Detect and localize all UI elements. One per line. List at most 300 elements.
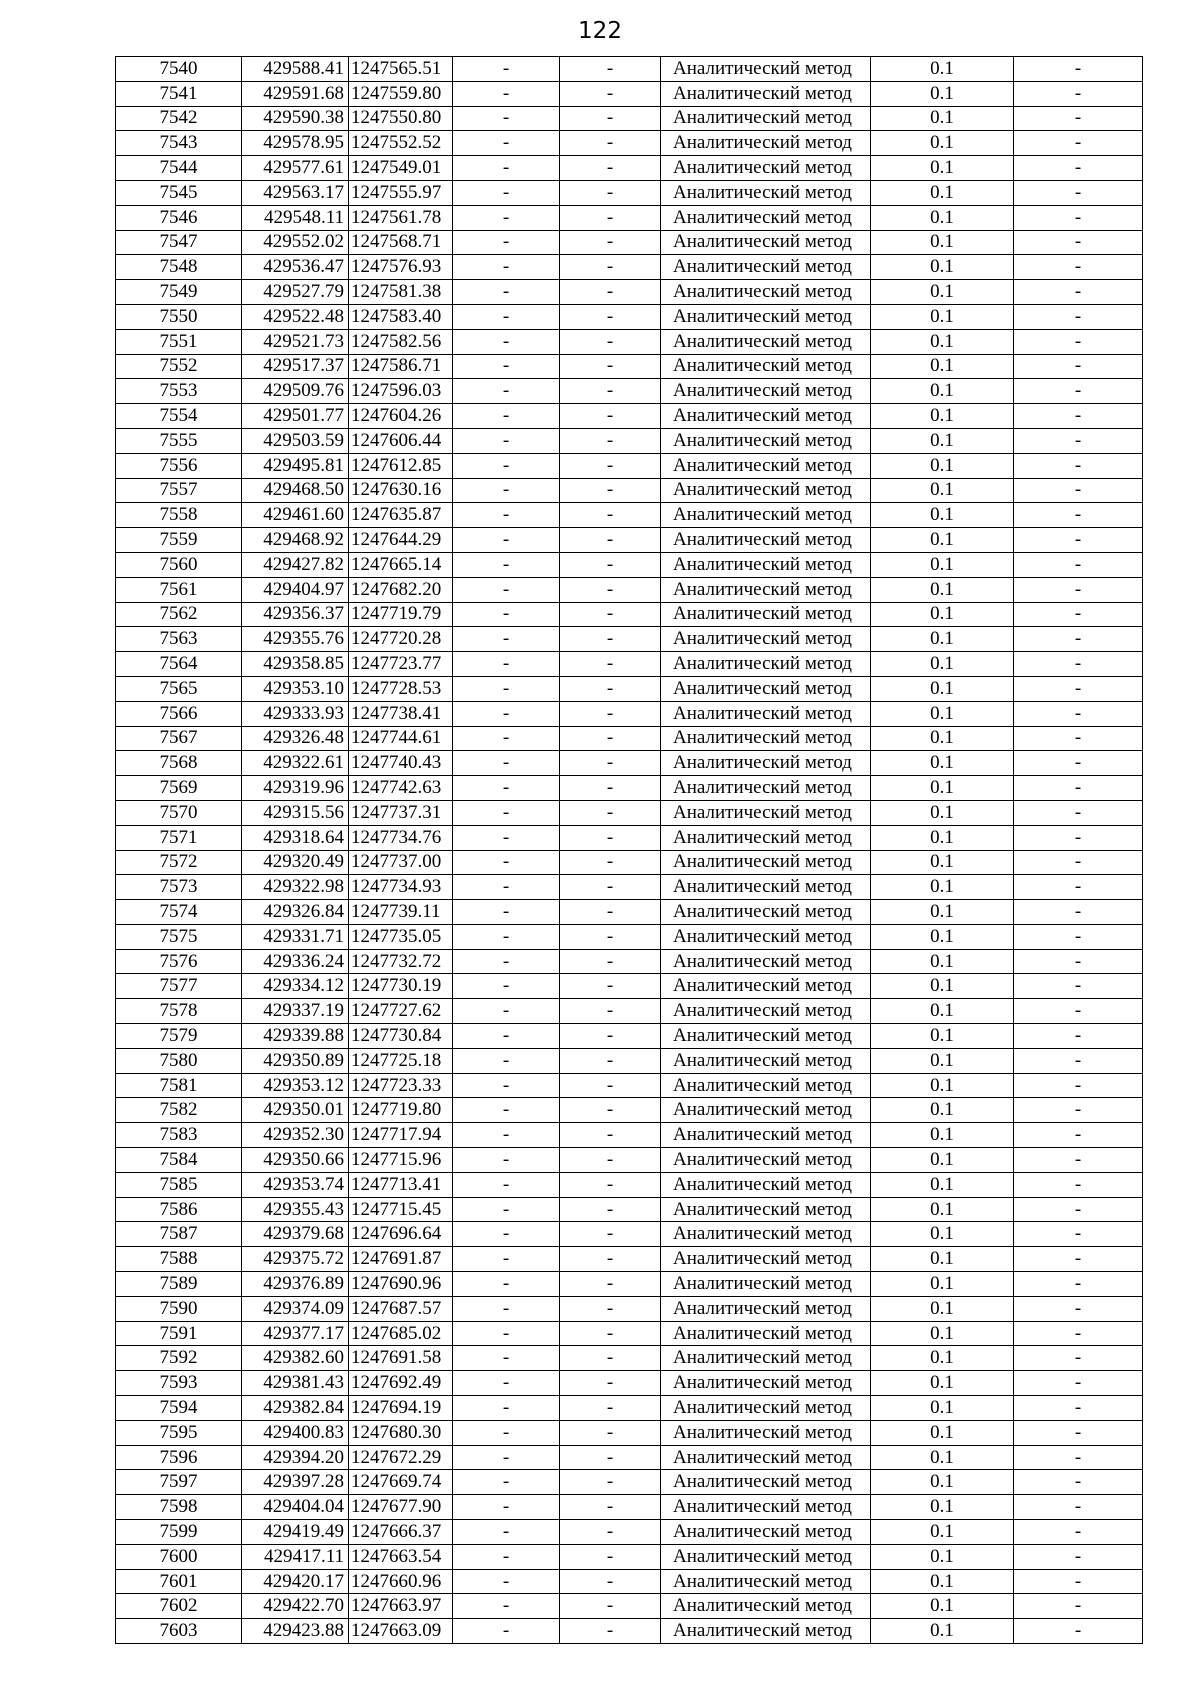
- method-cell: Аналитический метод: [661, 255, 871, 280]
- method-cell: Аналитический метод: [661, 156, 871, 181]
- accuracy-cell: 0.1: [871, 1247, 1014, 1272]
- x-coordinate-cell: 429552.02: [242, 230, 349, 255]
- method-cell: Аналитический метод: [661, 453, 871, 478]
- dash-cell: -: [1014, 1172, 1143, 1197]
- table-row: [116, 602, 1143, 627]
- point-number-cell: 7580: [116, 1048, 242, 1073]
- x-coordinate-cell: 429495.81: [242, 453, 349, 478]
- dash-cell: -: [453, 676, 560, 701]
- point-number-cell: 7601: [116, 1569, 242, 1594]
- method-cell: Аналитический метод: [661, 404, 871, 429]
- dash-cell: -: [560, 1495, 661, 1520]
- dash-cell: -: [560, 354, 661, 379]
- dash-cell: -: [453, 230, 560, 255]
- dash-cell: -: [1014, 900, 1143, 925]
- dash-cell: -: [1014, 776, 1143, 801]
- table-row: [116, 205, 1143, 230]
- dash-cell: -: [453, 180, 560, 205]
- point-number-cell: 7584: [116, 1148, 242, 1173]
- x-coordinate-cell: 429326.84: [242, 900, 349, 925]
- table-row: [116, 776, 1143, 801]
- method-cell: Аналитический метод: [661, 1371, 871, 1396]
- y-coordinate-cell: 1247583.40: [349, 304, 453, 329]
- dash-cell: -: [1014, 379, 1143, 404]
- dash-cell: -: [1014, 1346, 1143, 1371]
- table-row: [116, 800, 1143, 825]
- dash-cell: -: [560, 1544, 661, 1569]
- accuracy-cell: 0.1: [871, 1346, 1014, 1371]
- accuracy-cell: 0.1: [871, 1420, 1014, 1445]
- dash-cell: -: [453, 1495, 560, 1520]
- point-number-cell: 7567: [116, 726, 242, 751]
- dash-cell: -: [453, 974, 560, 999]
- dash-cell: -: [1014, 404, 1143, 429]
- dash-cell: -: [560, 1148, 661, 1173]
- dash-cell: -: [453, 1197, 560, 1222]
- accuracy-cell: 0.1: [871, 552, 1014, 577]
- dash-cell: -: [453, 379, 560, 404]
- table-row: [116, 180, 1143, 205]
- dash-cell: -: [560, 1098, 661, 1123]
- point-number-cell: 7570: [116, 800, 242, 825]
- y-coordinate-cell: 1247692.49: [349, 1371, 453, 1396]
- method-cell: Аналитический метод: [661, 875, 871, 900]
- table-row: [116, 1222, 1143, 1247]
- table-row: [116, 1272, 1143, 1297]
- point-number-cell: 7568: [116, 751, 242, 776]
- table-row: [116, 453, 1143, 478]
- y-coordinate-cell: 1247665.14: [349, 552, 453, 577]
- dash-cell: -: [1014, 577, 1143, 602]
- accuracy-cell: 0.1: [871, 825, 1014, 850]
- dash-cell: -: [560, 1123, 661, 1148]
- method-cell: Аналитический метод: [661, 304, 871, 329]
- x-coordinate-cell: 429318.64: [242, 825, 349, 850]
- dash-cell: -: [453, 404, 560, 429]
- y-coordinate-cell: 1247691.58: [349, 1346, 453, 1371]
- dash-cell: -: [560, 825, 661, 850]
- point-number-cell: 7552: [116, 354, 242, 379]
- dash-cell: -: [560, 924, 661, 949]
- dash-cell: -: [560, 751, 661, 776]
- dash-cell: -: [560, 1396, 661, 1421]
- method-cell: Аналитический метод: [661, 1123, 871, 1148]
- dash-cell: -: [453, 924, 560, 949]
- method-cell: Аналитический метод: [661, 428, 871, 453]
- method-cell: Аналитический метод: [661, 825, 871, 850]
- method-cell: Аналитический метод: [661, 900, 871, 925]
- point-number-cell: 7571: [116, 825, 242, 850]
- point-number-cell: 7573: [116, 875, 242, 900]
- dash-cell: -: [1014, 676, 1143, 701]
- method-cell: Аналитический метод: [661, 1272, 871, 1297]
- y-coordinate-cell: 1247737.31: [349, 800, 453, 825]
- point-number-cell: 7541: [116, 81, 242, 106]
- accuracy-cell: 0.1: [871, 478, 1014, 503]
- y-coordinate-cell: 1247690.96: [349, 1272, 453, 1297]
- method-cell: Аналитический метод: [661, 478, 871, 503]
- dash-cell: -: [453, 1048, 560, 1073]
- point-number-cell: 7602: [116, 1594, 242, 1619]
- dash-cell: -: [453, 1520, 560, 1545]
- dash-cell: -: [560, 577, 661, 602]
- x-coordinate-cell: 429578.95: [242, 131, 349, 156]
- point-number-cell: 7544: [116, 156, 242, 181]
- y-coordinate-cell: 1247735.05: [349, 924, 453, 949]
- point-number-cell: 7542: [116, 106, 242, 131]
- table-row: [116, 428, 1143, 453]
- dash-cell: -: [453, 1594, 560, 1619]
- dash-cell: -: [1014, 354, 1143, 379]
- x-coordinate-cell: 429334.12: [242, 974, 349, 999]
- x-coordinate-cell: 429322.61: [242, 751, 349, 776]
- table-row: [116, 1321, 1143, 1346]
- accuracy-cell: 0.1: [871, 453, 1014, 478]
- y-coordinate-cell: 1247604.26: [349, 404, 453, 429]
- dash-cell: -: [560, 1048, 661, 1073]
- dash-cell: -: [453, 949, 560, 974]
- point-number-cell: 7598: [116, 1495, 242, 1520]
- y-coordinate-cell: 1247606.44: [349, 428, 453, 453]
- table-row: [116, 1594, 1143, 1619]
- method-cell: Аналитический метод: [661, 1569, 871, 1594]
- dash-cell: -: [560, 1172, 661, 1197]
- x-coordinate-cell: 429394.20: [242, 1445, 349, 1470]
- dash-cell: -: [560, 1470, 661, 1495]
- y-coordinate-cell: 1247719.80: [349, 1098, 453, 1123]
- point-number-cell: 7563: [116, 627, 242, 652]
- table-row: [116, 974, 1143, 999]
- point-number-cell: 7543: [116, 131, 242, 156]
- x-coordinate-cell: 429322.98: [242, 875, 349, 900]
- dash-cell: -: [453, 726, 560, 751]
- accuracy-cell: 0.1: [871, 1073, 1014, 1098]
- dash-cell: -: [453, 354, 560, 379]
- method-cell: Аналитический метод: [661, 1470, 871, 1495]
- y-coordinate-cell: 1247552.52: [349, 131, 453, 156]
- point-number-cell: 7572: [116, 850, 242, 875]
- dash-cell: -: [560, 131, 661, 156]
- dash-cell: -: [560, 304, 661, 329]
- y-coordinate-cell: 1247730.84: [349, 1024, 453, 1049]
- y-coordinate-cell: 1247565.51: [349, 57, 453, 82]
- point-number-cell: 7560: [116, 552, 242, 577]
- dash-cell: -: [1014, 552, 1143, 577]
- point-number-cell: 7551: [116, 329, 242, 354]
- dash-cell: -: [1014, 1420, 1143, 1445]
- point-number-cell: 7587: [116, 1222, 242, 1247]
- table-row: [116, 676, 1143, 701]
- point-number-cell: 7589: [116, 1272, 242, 1297]
- dash-cell: -: [560, 602, 661, 627]
- method-cell: Аналитический метод: [661, 776, 871, 801]
- dash-cell: -: [1014, 329, 1143, 354]
- accuracy-cell: 0.1: [871, 57, 1014, 82]
- dash-cell: -: [560, 478, 661, 503]
- table-row: [116, 924, 1143, 949]
- dash-cell: -: [453, 1371, 560, 1396]
- table-row: [116, 57, 1143, 82]
- method-cell: Аналитический метод: [661, 701, 871, 726]
- table-row: [116, 404, 1143, 429]
- dash-cell: -: [453, 255, 560, 280]
- table-row: [116, 1024, 1143, 1049]
- y-coordinate-cell: 1247685.02: [349, 1321, 453, 1346]
- dash-cell: -: [1014, 131, 1143, 156]
- table-row: [116, 1371, 1143, 1396]
- x-coordinate-cell: 429417.11: [242, 1544, 349, 1569]
- method-cell: Аналитический метод: [661, 1148, 871, 1173]
- x-coordinate-cell: 429590.38: [242, 106, 349, 131]
- table-row: [116, 627, 1143, 652]
- x-coordinate-cell: 429423.88: [242, 1619, 349, 1644]
- dash-cell: -: [453, 1098, 560, 1123]
- table-row: [116, 1346, 1143, 1371]
- x-coordinate-cell: 429376.89: [242, 1272, 349, 1297]
- dash-cell: -: [1014, 850, 1143, 875]
- dash-cell: -: [453, 1024, 560, 1049]
- accuracy-cell: 0.1: [871, 1123, 1014, 1148]
- dash-cell: -: [453, 329, 560, 354]
- table-row: [116, 1420, 1143, 1445]
- point-number-cell: 7578: [116, 999, 242, 1024]
- y-coordinate-cell: 1247561.78: [349, 205, 453, 230]
- dash-cell: -: [1014, 701, 1143, 726]
- y-coordinate-cell: 1247682.20: [349, 577, 453, 602]
- dash-cell: -: [560, 428, 661, 453]
- table-row: [116, 106, 1143, 131]
- dash-cell: -: [453, 1321, 560, 1346]
- accuracy-cell: 0.1: [871, 676, 1014, 701]
- point-number-cell: 7579: [116, 1024, 242, 1049]
- coordinates-table-body: [116, 57, 1143, 1644]
- x-coordinate-cell: 429350.89: [242, 1048, 349, 1073]
- dash-cell: -: [560, 900, 661, 925]
- x-coordinate-cell: 429356.37: [242, 602, 349, 627]
- accuracy-cell: 0.1: [871, 627, 1014, 652]
- table-row: [116, 503, 1143, 528]
- dash-cell: -: [560, 1272, 661, 1297]
- dash-cell: -: [453, 825, 560, 850]
- y-coordinate-cell: 1247717.94: [349, 1123, 453, 1148]
- accuracy-cell: 0.1: [871, 404, 1014, 429]
- table-row: [116, 329, 1143, 354]
- x-coordinate-cell: 429419.49: [242, 1520, 349, 1545]
- point-number-cell: 7547: [116, 230, 242, 255]
- dash-cell: -: [560, 800, 661, 825]
- x-coordinate-cell: 429501.77: [242, 404, 349, 429]
- dash-cell: -: [453, 81, 560, 106]
- method-cell: Аналитический метод: [661, 1346, 871, 1371]
- y-coordinate-cell: 1247582.56: [349, 329, 453, 354]
- method-cell: Аналитический метод: [661, 503, 871, 528]
- dash-cell: -: [1014, 1123, 1143, 1148]
- dash-cell: -: [453, 528, 560, 553]
- x-coordinate-cell: 429353.12: [242, 1073, 349, 1098]
- x-coordinate-cell: 429333.93: [242, 701, 349, 726]
- method-cell: Аналитический метод: [661, 106, 871, 131]
- dash-cell: -: [1014, 1321, 1143, 1346]
- y-coordinate-cell: 1247630.16: [349, 478, 453, 503]
- accuracy-cell: 0.1: [871, 701, 1014, 726]
- y-coordinate-cell: 1247734.76: [349, 825, 453, 850]
- table-row: [116, 1123, 1143, 1148]
- accuracy-cell: 0.1: [871, 428, 1014, 453]
- dash-cell: -: [1014, 652, 1143, 677]
- method-cell: Аналитический метод: [661, 552, 871, 577]
- x-coordinate-cell: 429404.97: [242, 577, 349, 602]
- y-coordinate-cell: 1247728.53: [349, 676, 453, 701]
- dash-cell: -: [560, 1420, 661, 1445]
- point-number-cell: 7591: [116, 1321, 242, 1346]
- table-row: [116, 1544, 1143, 1569]
- dash-cell: -: [1014, 999, 1143, 1024]
- point-number-cell: 7565: [116, 676, 242, 701]
- point-number-cell: 7596: [116, 1445, 242, 1470]
- dash-cell: -: [560, 453, 661, 478]
- y-coordinate-cell: 1247694.19: [349, 1396, 453, 1421]
- table-row: [116, 751, 1143, 776]
- table-row: [116, 1197, 1143, 1222]
- x-coordinate-cell: 429355.76: [242, 627, 349, 652]
- dash-cell: -: [453, 131, 560, 156]
- dash-cell: -: [1014, 304, 1143, 329]
- dash-cell: -: [560, 676, 661, 701]
- method-cell: Аналитический метод: [661, 949, 871, 974]
- accuracy-cell: 0.1: [871, 180, 1014, 205]
- x-coordinate-cell: 429468.92: [242, 528, 349, 553]
- table-row: [116, 255, 1143, 280]
- dash-cell: -: [453, 280, 560, 305]
- method-cell: Аналитический метод: [661, 1222, 871, 1247]
- dash-cell: -: [560, 1520, 661, 1545]
- dash-cell: -: [1014, 751, 1143, 776]
- method-cell: Аналитический метод: [661, 354, 871, 379]
- y-coordinate-cell: 1247596.03: [349, 379, 453, 404]
- dash-cell: -: [560, 1222, 661, 1247]
- dash-cell: -: [453, 453, 560, 478]
- method-cell: Аналитический метод: [661, 627, 871, 652]
- point-number-cell: 7585: [116, 1172, 242, 1197]
- method-cell: Аналитический метод: [661, 230, 871, 255]
- point-number-cell: 7549: [116, 280, 242, 305]
- point-number-cell: 7561: [116, 577, 242, 602]
- accuracy-cell: 0.1: [871, 1569, 1014, 1594]
- y-coordinate-cell: 1247723.77: [349, 652, 453, 677]
- y-coordinate-cell: 1247549.01: [349, 156, 453, 181]
- table-row: [116, 1445, 1143, 1470]
- x-coordinate-cell: 429400.83: [242, 1420, 349, 1445]
- accuracy-cell: 0.1: [871, 1619, 1014, 1644]
- method-cell: Аналитический метод: [661, 528, 871, 553]
- y-coordinate-cell: 1247687.57: [349, 1296, 453, 1321]
- dash-cell: -: [453, 503, 560, 528]
- x-coordinate-cell: 429382.60: [242, 1346, 349, 1371]
- method-cell: Аналитический метод: [661, 81, 871, 106]
- method-cell: Аналитический метод: [661, 652, 871, 677]
- point-number-cell: 7597: [116, 1470, 242, 1495]
- table-row: [116, 1619, 1143, 1644]
- dash-cell: -: [1014, 528, 1143, 553]
- x-coordinate-cell: 429397.28: [242, 1470, 349, 1495]
- page-number: 122: [578, 18, 622, 44]
- dash-cell: -: [453, 1296, 560, 1321]
- point-number-cell: 7550: [116, 304, 242, 329]
- dash-cell: -: [560, 999, 661, 1024]
- method-cell: Аналитический метод: [661, 974, 871, 999]
- dash-cell: -: [1014, 1445, 1143, 1470]
- dash-cell: -: [560, 1371, 661, 1396]
- dash-cell: -: [1014, 1024, 1143, 1049]
- dash-cell: -: [560, 776, 661, 801]
- dash-cell: -: [1014, 1247, 1143, 1272]
- accuracy-cell: 0.1: [871, 205, 1014, 230]
- x-coordinate-cell: 429404.04: [242, 1495, 349, 1520]
- y-coordinate-cell: 1247663.54: [349, 1544, 453, 1569]
- table-row: [116, 354, 1143, 379]
- dash-cell: -: [1014, 57, 1143, 82]
- dash-cell: -: [1014, 1371, 1143, 1396]
- y-coordinate-cell: 1247738.41: [349, 701, 453, 726]
- point-number-cell: 7545: [116, 180, 242, 205]
- dash-cell: -: [453, 751, 560, 776]
- y-coordinate-cell: 1247576.93: [349, 255, 453, 280]
- accuracy-cell: 0.1: [871, 1594, 1014, 1619]
- method-cell: Аналитический метод: [661, 57, 871, 82]
- dash-cell: -: [453, 999, 560, 1024]
- dash-cell: -: [453, 57, 560, 82]
- dash-cell: -: [453, 1247, 560, 1272]
- dash-cell: -: [453, 1272, 560, 1297]
- point-number-cell: 7599: [116, 1520, 242, 1545]
- dash-cell: -: [560, 404, 661, 429]
- dash-cell: -: [453, 428, 560, 453]
- y-coordinate-cell: 1247663.09: [349, 1619, 453, 1644]
- y-coordinate-cell: 1247719.79: [349, 602, 453, 627]
- accuracy-cell: 0.1: [871, 1148, 1014, 1173]
- table-row: [116, 1247, 1143, 1272]
- dash-cell: -: [1014, 1619, 1143, 1644]
- method-cell: Аналитический метод: [661, 1420, 871, 1445]
- method-cell: Аналитический метод: [661, 1544, 871, 1569]
- x-coordinate-cell: 429326.48: [242, 726, 349, 751]
- accuracy-cell: 0.1: [871, 1371, 1014, 1396]
- y-coordinate-cell: 1247744.61: [349, 726, 453, 751]
- method-cell: Аналитический метод: [661, 1594, 871, 1619]
- method-cell: Аналитический метод: [661, 726, 871, 751]
- dash-cell: -: [560, 106, 661, 131]
- dash-cell: -: [453, 1123, 560, 1148]
- point-number-cell: 7603: [116, 1619, 242, 1644]
- accuracy-cell: 0.1: [871, 156, 1014, 181]
- method-cell: Аналитический метод: [661, 999, 871, 1024]
- point-number-cell: 7548: [116, 255, 242, 280]
- accuracy-cell: 0.1: [871, 131, 1014, 156]
- x-coordinate-cell: 429461.60: [242, 503, 349, 528]
- point-number-cell: 7557: [116, 478, 242, 503]
- dash-cell: -: [560, 1569, 661, 1594]
- method-cell: Аналитический метод: [661, 751, 871, 776]
- method-cell: Аналитический метод: [661, 1247, 871, 1272]
- dash-cell: -: [560, 627, 661, 652]
- dash-cell: -: [1014, 974, 1143, 999]
- dash-cell: -: [1014, 1272, 1143, 1297]
- dash-cell: -: [560, 280, 661, 305]
- table-row: [116, 701, 1143, 726]
- dash-cell: -: [560, 230, 661, 255]
- dash-cell: -: [1014, 627, 1143, 652]
- point-number-cell: 7582: [116, 1098, 242, 1123]
